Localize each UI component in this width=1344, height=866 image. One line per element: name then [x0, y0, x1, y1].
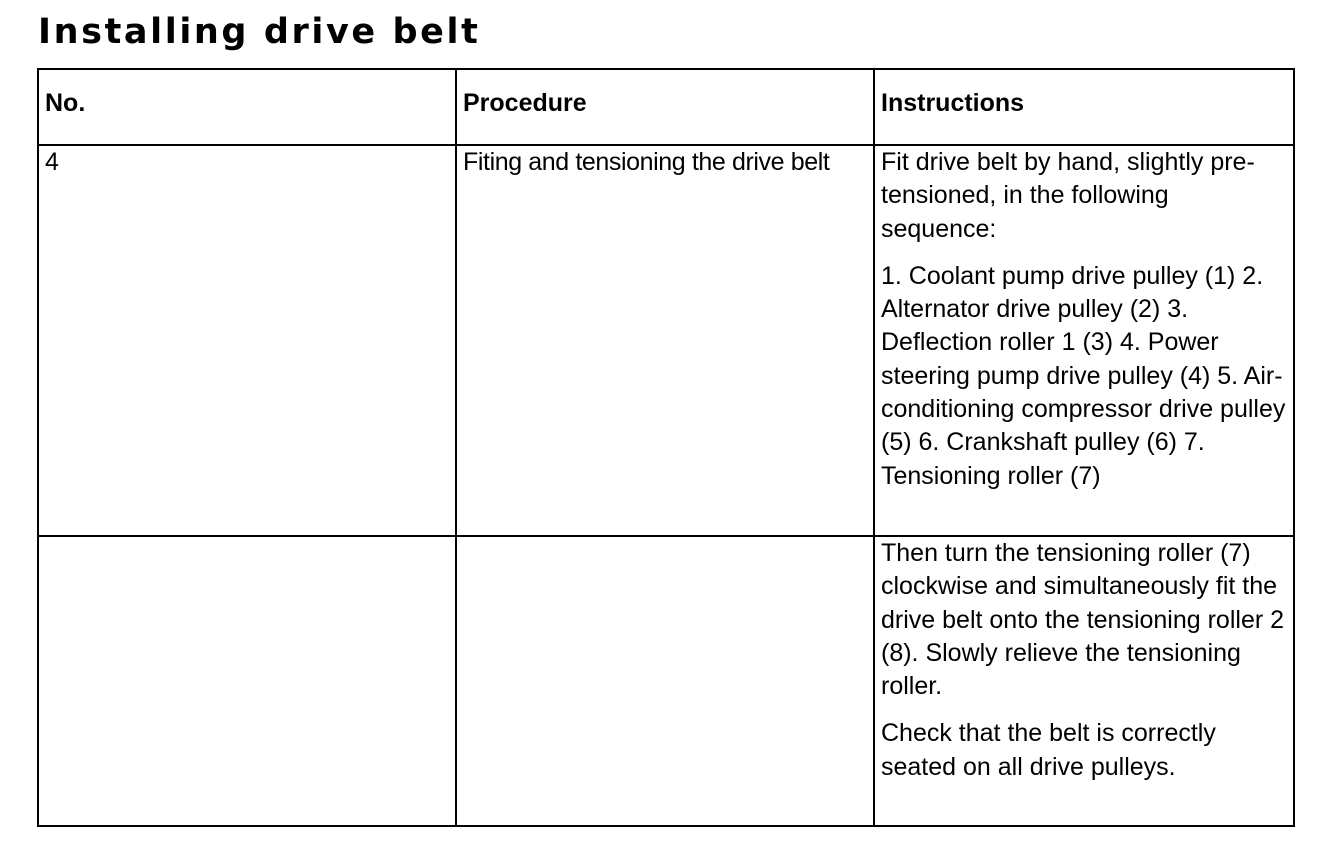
instruction-paragraph: 1. Coolant pump drive pulley (1) 2. Alternator drive pulley (2) 3. Deflection roller 1 (3) 4. Power steering pump drive pulley (4) 5. Air-conditioning compressor drive pulley (5) 6. Crankshaft pulley (6) 7. Tensioning roller (7) [881, 261, 1286, 490]
cell-step-number [38, 536, 456, 826]
instruction-paragraph: Check that the belt is correctly seated on all drive pulleys. [881, 719, 1216, 781]
procedure-text: Fiting and tensioning the drive belt [463, 148, 830, 176]
column-header-no: No. [38, 69, 456, 145]
table-row [38, 536, 1294, 826]
cell-step-number: 4 [38, 145, 456, 536]
cell-procedure [456, 536, 874, 826]
cell-instructions [874, 536, 1294, 826]
cell-instructions [874, 145, 1294, 536]
instruction-paragraph: Fit drive belt by hand, slightly pre-tensioned, in the following sequence: [881, 148, 1255, 243]
instruction-paragraph: Then turn the tensioning roller (7) clockwise and simultaneously fit the drive belt onto the tensioning roller 2 (8). Slowly relieve the tensioning roller. [881, 539, 1285, 701]
procedure-table [37, 68, 1295, 827]
table-row [38, 145, 1294, 536]
page-title: Installing drive belt [38, 12, 481, 52]
column-header-procedure: Procedure [456, 69, 874, 145]
column-header-instructions: Instructions [874, 69, 1294, 145]
table-header-row [38, 69, 1294, 145]
cell-procedure [456, 145, 874, 536]
